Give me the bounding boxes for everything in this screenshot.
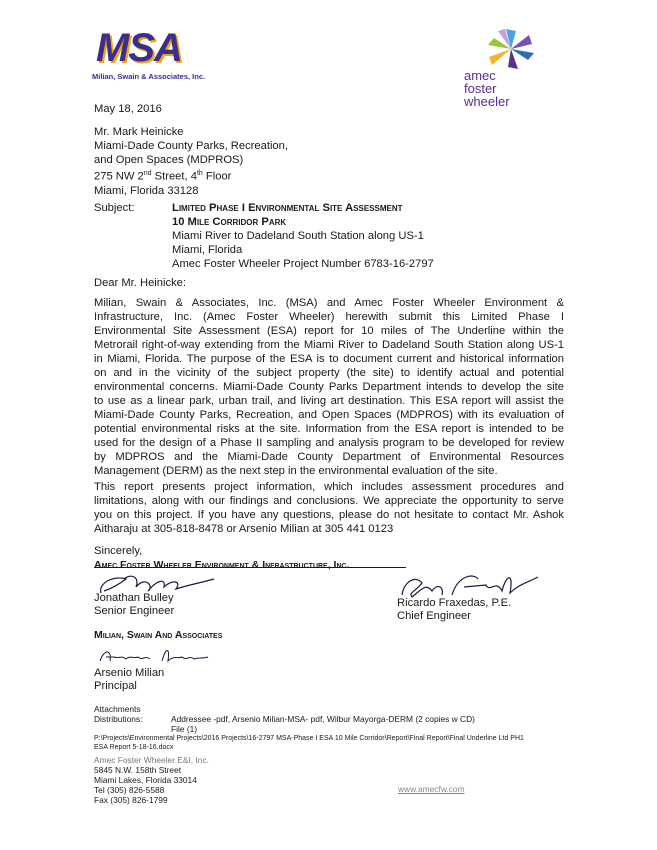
amec-logo-words: amec foster wheeler <box>464 68 510 109</box>
recipient-street: 275 NW 2nd Street, 4th Floor <box>94 170 232 183</box>
file-path-2: ESA Report 5-18-16.docx <box>94 744 174 751</box>
body-line: Environmental Site Assessment (ESA) report for 10 miles of The Underline within the <box>94 325 564 337</box>
subject-block: Limited Phase I Environmental Site Assessment 10 Mile Corridor Park Miami River to Dadeland South Station along US-1 Miami, Florida Amec Foster Wheeler Project Number 6783-16-2797 <box>172 202 434 270</box>
signer-fraxedas-name: Ricardo Fraxedas, P.E. <box>397 597 512 609</box>
signer-fraxedas-title: Chief Engineer <box>397 610 472 622</box>
company-msa: Milian, Swain And Associates <box>94 629 223 641</box>
subject-title: Limited Phase I Environmental Site Assessment <box>172 202 403 214</box>
recipient-block: Mr. Mark Heinicke Miami-Dade County Parks, Recreation, and Open Spaces (MDPROS) 275 NW 2nd Street, 4th Floor Miami, Florida 33128 <box>94 126 288 197</box>
body-line: Miami-Dade County Parks, Recreation, and Open Spaces (MDPROS) with its evaluation of <box>94 409 564 421</box>
company-amec: Amec Foster Wheeler Environment & Infrastructure, Inc. <box>94 559 350 571</box>
body-line: in Miami, Florida. The purpose of the ESA is to document current and historical information <box>94 353 564 365</box>
body-line: you on this project. If you have any questions, please do not hesitate to contact Mr. Ashok <box>94 509 564 521</box>
signature-milian <box>96 645 216 667</box>
signer-bulley-title: Senior Engineer <box>94 605 175 617</box>
msa-logo-mark: MSA <box>96 26 182 70</box>
body-line: Metrorail right-of-way extending from the Miami River to Dadeland South Station along US-1 <box>94 339 564 351</box>
body-line: Infrastructure, Inc. (Amec Foster Wheeler) herewith submit this Limited Phase I <box>94 311 564 323</box>
signer-milian-name: Arsenio Milian <box>94 667 165 679</box>
body-paragraph-1 <box>94 296 564 478</box>
msa-logo-name: Milian, Swain & Associates, Inc. <box>92 72 206 81</box>
body-line: on and in the vicinity of the subject property (the site) to identify actual and potential <box>94 367 564 379</box>
signer-bulley-name: Jonathan Bulley <box>94 592 174 604</box>
body-line: limitations, along with our findings and conclusions. We appreciate the opportunity to serve <box>94 495 564 507</box>
office-name: Amec Foster Wheeler E&I, Inc. <box>94 755 209 765</box>
body-line: by MDPROS and the Miami-Dade County Department of Environmental Resources <box>94 451 564 463</box>
pinwheel-icon <box>484 27 538 73</box>
office-tel: Tel (305) 826-5588 <box>94 785 165 795</box>
body-line: environmental concerns. Miami-Dade County Parks Department intends to develop the site <box>94 381 564 393</box>
msa-logo <box>88 26 206 88</box>
body-line: Aitharaju at 305-818-8478 or Arsenio Milian at 305 441 0123 <box>94 523 394 535</box>
distributions-file: File (1) <box>171 724 198 734</box>
body-line: Management (DERM) as the next step in the environmental evaluation of the site. <box>94 465 498 477</box>
distributions-label: Distributions: <box>94 714 143 724</box>
attachments-label: Attachments <box>94 704 141 714</box>
sincerely: Sincerely, <box>94 545 143 557</box>
file-path-1: P:\Projects\Environmental Projects\2016 Projects\16-2797 MSA-Phase I ESA 10 Mile Corridor\Report\Final Report\Final Underline Ltd PH1 <box>94 735 524 742</box>
amec-foster-wheeler-logo <box>462 27 542 112</box>
office-fax: Fax (305) 826-1799 <box>94 795 168 805</box>
body-line: used for the design of a Phase II sampling and analysis program to be developed for review <box>94 437 564 449</box>
signer-milian-title: Principal <box>94 680 137 692</box>
subject-project: 10 Mile Corridor Park <box>172 216 287 228</box>
letter-date: May 18, 2016 <box>94 103 162 115</box>
office-address-2: Miami Lakes, Florida 33014 <box>94 775 197 785</box>
distributions-list: Addressee -pdf, Arsenio Milian-MSA- pdf, Wilbur Mayorga-DERM (2 copies w CD) <box>171 714 475 724</box>
body-line: potential environmental risks at the site. Information from the ESA report is intended to be <box>94 423 564 435</box>
body-line: to use as a linear park, urban trail, and living art destination. This ESA report will assist the <box>94 395 564 407</box>
salutation: Dear Mr. Heinicke: <box>94 277 187 289</box>
subject-label: Subject: <box>94 202 135 214</box>
body-line: This report presents project information, which includes assessment procedures and <box>94 481 564 493</box>
body-line: Milian, Swain & Associates, Inc. (MSA) and Amec Foster Wheeler Environment & <box>94 297 564 309</box>
website-link[interactable]: www.amecfw.com <box>398 784 465 794</box>
body-paragraph-2 <box>94 480 564 536</box>
office-address-1: 5845 N.W. 158th Street <box>94 765 182 775</box>
